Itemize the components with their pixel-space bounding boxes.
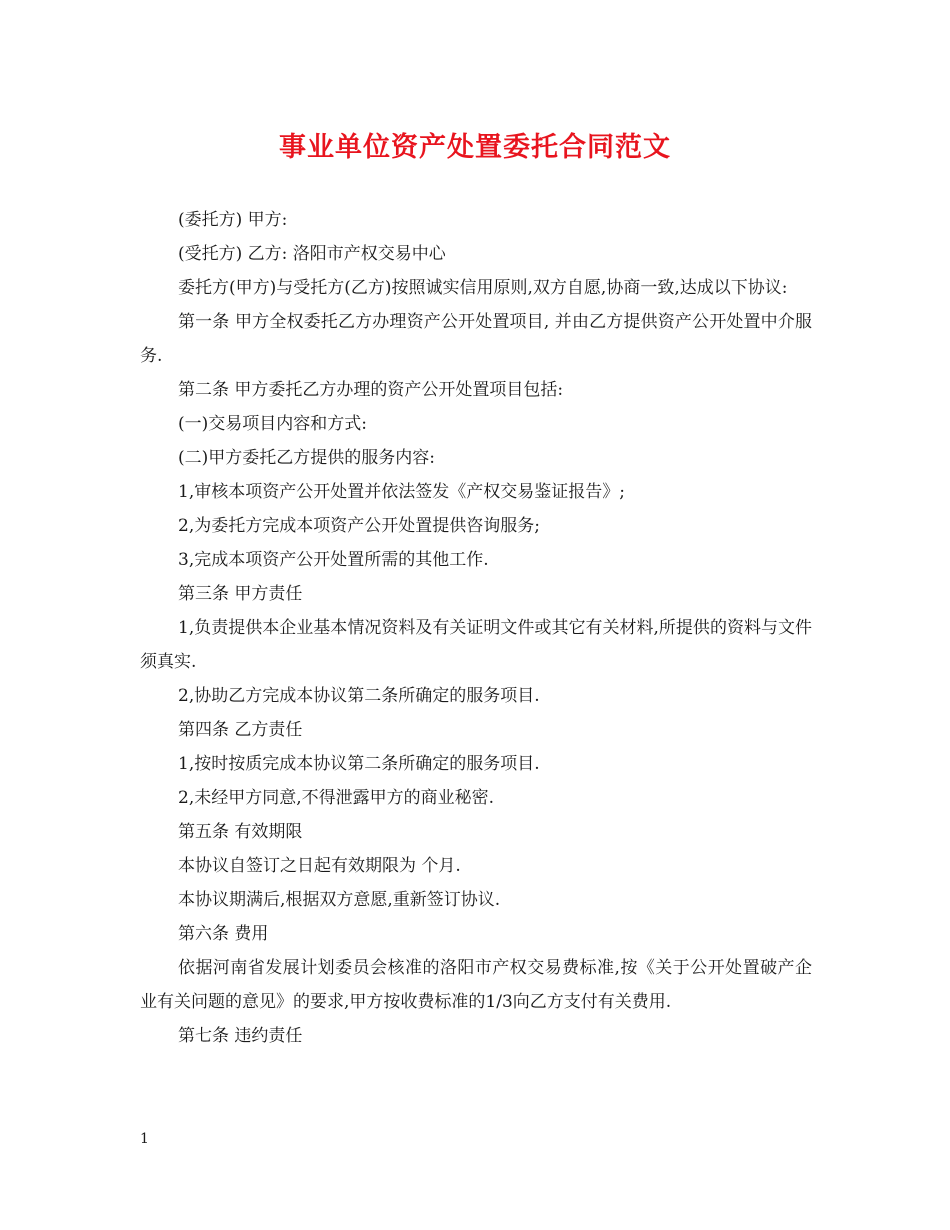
page-number: 1: [140, 1131, 149, 1147]
service-item-2: 2,为委托方完成本项资产公开处置提供咨询服务;: [178, 516, 540, 536]
service-item-3: 3,完成本项资产公开处置所需的其他工作.: [178, 550, 489, 570]
article-6-fee-text: 依据河南省发展计划委员会核准的洛阳市产权交易费标准,按《关于公开处置破产企业有关问题的意见》的要求,甲方按收费标准的1/3向乙方支付有关费用.: [140, 958, 812, 1012]
article-3-item-1: 1,负责提供本企业基本情况资料及有关证明文件或其它有关材料,所提供的资料与文件须真实.: [140, 618, 812, 672]
article-4-heading: 第四条 乙方责任: [178, 720, 303, 740]
article-3-item-2: 2,协助乙方完成本协议第二条所确定的服务项目.: [178, 686, 540, 706]
article-5-heading: 第五条 有效期限: [178, 822, 303, 842]
article-1: 第一条 甲方全权委托乙方办理资产公开处置项目, 并由乙方提供资产公开处置中介服务.: [140, 312, 812, 366]
article-4-item-1: 1,按时按质完成本协议第二条所确定的服务项目.: [178, 754, 540, 774]
article-2-item-2: (二)甲方委托乙方提供的服务内容:: [178, 448, 435, 468]
document-body: [140, 203, 812, 1053]
article-7-heading: 第七条 违约责任: [178, 1026, 303, 1046]
article-4-item-2: 2,未经甲方同意,不得泄露甲方的商业秘密.: [178, 788, 495, 808]
paragraph-agent: (受托方) 乙方: 洛阳市产权交易中心: [178, 244, 446, 264]
article-6-heading: 第六条 费用: [178, 924, 269, 944]
paragraph-agreement-intro: 委托方(甲方)与受托方(乙方)按照诚实信用原则,双方自愿,协商一致,达成以下协议:: [178, 278, 788, 298]
article-2-heading: 第二条 甲方委托乙方办理的资产公开处置项目包括:: [178, 380, 564, 400]
paragraph-principal: (委托方) 甲方:: [178, 210, 288, 230]
document-title: 事业单位资产处置委托合同范文: [279, 132, 671, 163]
article-3-heading: 第三条 甲方责任: [178, 584, 303, 604]
service-item-1: 1,审核本项资产公开处置并依法签发《产权交易鉴证报告》;: [178, 482, 625, 502]
article-5-term: 本协议自签订之日起有效期限为 个月.: [178, 856, 461, 876]
article-2-item-1: (一)交易项目内容和方式:: [178, 414, 367, 434]
article-5-renewal: 本协议期满后,根据双方意愿,重新签订协议.: [178, 890, 501, 910]
